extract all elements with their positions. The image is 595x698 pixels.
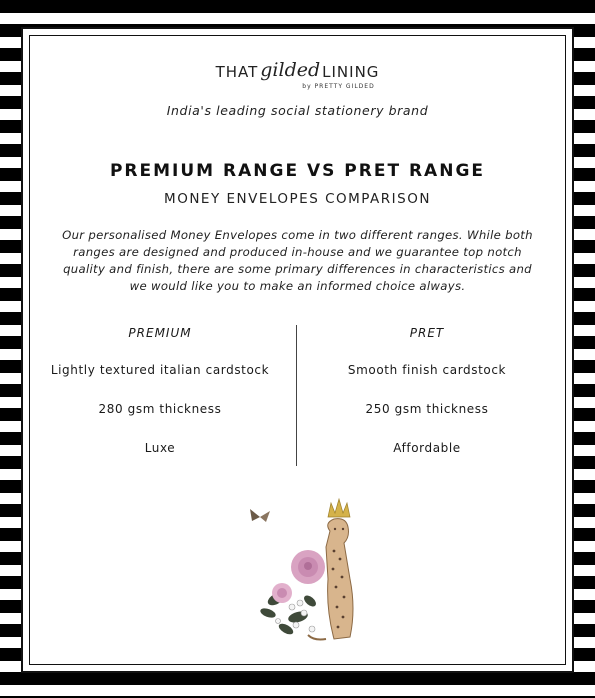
- pret-heading: PRET: [409, 326, 445, 340]
- page-subtitle: MONEY ENVELOPES COMPARISON: [164, 191, 431, 207]
- pret-column: [302, 323, 552, 458]
- cheetah-floral-illustration: [238, 489, 368, 649]
- logo-by-line: by PRETTY GILDED: [302, 83, 375, 90]
- premium-column: [35, 323, 285, 458]
- crown-icon: [328, 499, 350, 517]
- premium-heading: PREMIUM: [128, 326, 192, 340]
- rose-icon: [272, 550, 325, 603]
- tagline: India's leading social stationery brand: [166, 103, 429, 118]
- pret-item: Smooth finish cardstock: [347, 363, 507, 377]
- pret-item: 250 gsm thickness: [365, 402, 489, 416]
- pret-item: Affordable: [393, 441, 461, 455]
- comparison-card: [21, 27, 574, 673]
- premium-item: 280 gsm thickness: [98, 402, 222, 416]
- premium-item: Lightly textured italian cardstock: [50, 363, 270, 377]
- column-divider: [296, 325, 297, 466]
- logo-that: THAT: [215, 63, 259, 81]
- premium-item: Luxe: [144, 441, 176, 455]
- intro-paragraph: Our personalised Money Envelopes come in two different ranges. While both ranges are designed and produced in-house and we guarantee top notch quality and finish, there are some primary differences in characteristics and we would like you to make an informed choice always.: [62, 228, 533, 293]
- page-title: PREMIUM RANGE VS PRET RANGE: [109, 161, 486, 181]
- brand-logo: [23, 59, 572, 103]
- butterfly-icon: [250, 509, 270, 522]
- logo-gilded: gilded: [260, 59, 321, 81]
- logo-lining: LINING: [322, 63, 380, 81]
